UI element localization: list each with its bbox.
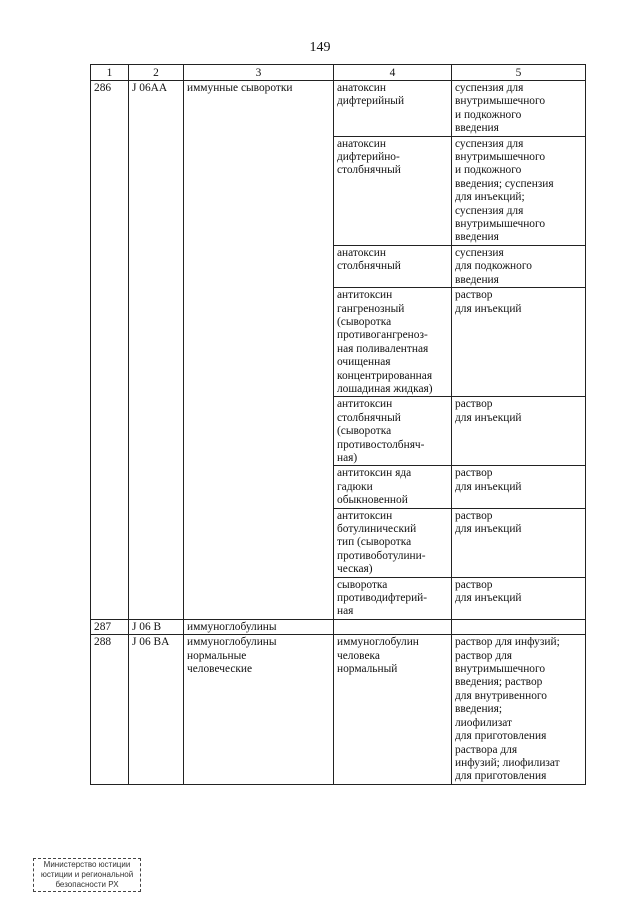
dosage-form-cell: суспензия для внутримышечного и подкожного введения (452, 81, 586, 137)
dosage-form-cell: раствор для инъекций (452, 288, 586, 397)
stamp-line: безопасности РХ (55, 880, 119, 889)
header-cell: 3 (184, 65, 334, 81)
table-row (91, 81, 586, 137)
row-number-cell: 288 (91, 635, 129, 784)
group-name-cell: иммуноглобулины нормальные человеческие (184, 635, 334, 784)
stamp-line: юстиции и региональной (40, 870, 134, 879)
table-row (91, 619, 586, 634)
header-cell: 5 (452, 65, 586, 81)
atc-code-cell: J 06 BA (129, 635, 184, 784)
row-number-cell: 286 (91, 81, 129, 620)
dosage-form-cell: раствор для инъекций (452, 397, 586, 466)
stamp-line: Министерство юстиции (43, 860, 131, 869)
atc-code-cell: J 06AA (129, 81, 184, 620)
header-cell: 2 (129, 65, 184, 81)
drug-name-cell: сыворотка противодифтерий- ная (334, 577, 452, 619)
drug-name-cell: анатоксин дифтерийный (334, 81, 452, 137)
group-name-cell: иммунные сыворотки (184, 81, 334, 620)
group-name-cell: иммуноглобулины (184, 619, 334, 634)
drug-name-cell: антитоксин ботулинический тип (сыворотка противоботулини- ческая) (334, 508, 452, 577)
dosage-form-cell: раствор для инъекций (452, 466, 586, 508)
dosage-form-cell: суспензия для подкожного введения (452, 245, 586, 287)
drug-name-cell (334, 619, 452, 634)
registration-stamp (33, 858, 141, 892)
header-row (91, 65, 586, 81)
drug-name-cell: анатоксин дифтерийно- столбнячный (334, 136, 452, 245)
dosage-form-cell: раствор для инъекций (452, 577, 586, 619)
table-body (91, 81, 586, 785)
header-cell: 4 (334, 65, 452, 81)
drug-name-cell: анатоксин столбнячный (334, 245, 452, 287)
page-number: 149 (309, 40, 331, 55)
header-cell: 1 (91, 65, 129, 81)
row-number-cell: 287 (91, 619, 129, 634)
dosage-form-cell (452, 619, 586, 634)
drug-name-cell: антитоксин столбнячный (сыворотка противостолбняч- ная) (334, 397, 452, 466)
dosage-form-cell: раствор для инфузий; раствор для внутримышечного введения; раствор для внутривенного введения; лиофилизат для приготовления раствора для инфузий; лиофилизат для приготовления (452, 635, 586, 784)
drug-name-cell: антитоксин гангренозный (сыворотка противогангреноз- ная поливалентная очищенная концентрированная лошадиная жидкая) (334, 288, 452, 397)
dosage-form-cell: суспензия для внутримышечного и подкожного введения; суспензия для инъекций; суспензия для внутримышечного введения (452, 136, 586, 245)
table-row (91, 635, 586, 784)
drug-name-cell: иммуноглобулин человека нормальный (334, 635, 452, 784)
dosage-form-cell: раствор для инъекций (452, 508, 586, 577)
medicines-table (90, 64, 586, 785)
atc-code-cell: J 06 B (129, 619, 184, 634)
drug-name-cell: антитоксин яда гадюки обыкновенной (334, 466, 452, 508)
